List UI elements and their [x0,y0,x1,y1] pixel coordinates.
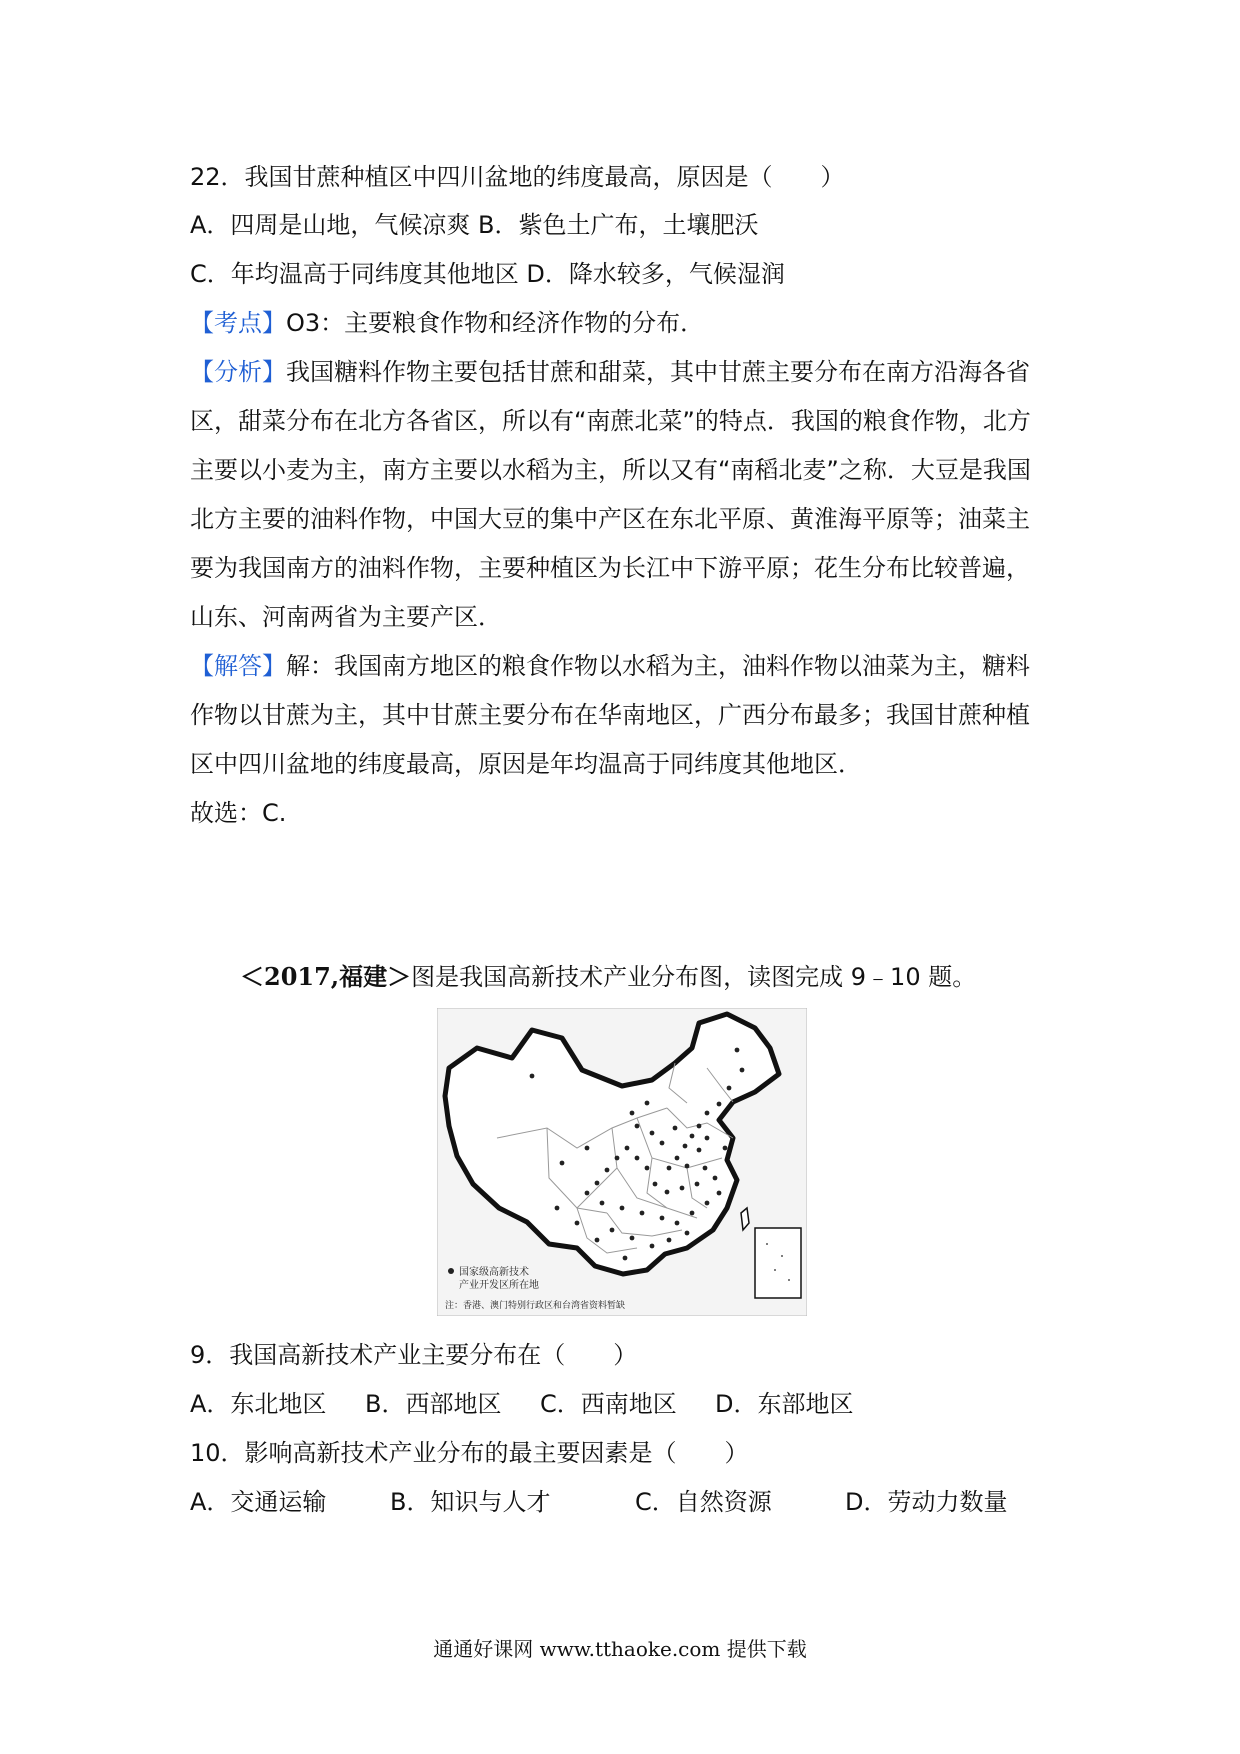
zone-dot [717,1191,722,1196]
zone-dot [713,1176,718,1181]
zone-dot [665,1190,670,1195]
zone-dot [727,1086,732,1091]
jieda-line-1 [190,651,1030,681]
fenxi-line-1 [190,357,1030,387]
kaodian-tag: 【考点】 [190,309,286,337]
zone-dot [667,1238,672,1243]
zone-dot [635,1156,640,1161]
q9-question: 9．我国高新技术产业主要分布在（ ） [190,1341,638,1369]
zone-dot [675,1156,680,1161]
jieda-line-2: 作物以甘蔗为主，其中甘蔗主要分布在华南地区，广西分布最多；我国甘蔗种植 [190,701,1030,729]
fenxi-text-1: 我国糖料作物主要包括甘蔗和甜菜，其中甘蔗主要分布在南方沿海各省 [286,358,1030,386]
zone-dot [703,1166,708,1171]
zone-dot [723,1146,728,1151]
legend-dot-icon [448,1268,454,1274]
zone-dot [640,1211,645,1216]
zone-dot [630,1236,635,1241]
zone-dot [645,1166,650,1171]
zone-dot [605,1168,610,1173]
zone-dot [697,1124,702,1129]
fenxi-line-2: 区，甜菜分布在北方各省区，所以有“南蔗北菜”的特点．我国的粮食作物，北方 [190,407,1031,435]
section-intro [240,962,976,992]
q10-option-a: A．交通运输 [190,1488,327,1516]
zone-dot [585,1191,590,1196]
zone-dot [653,1182,658,1187]
zone-dot [690,1134,695,1139]
zone-dot [615,1156,620,1161]
zone-dot [685,1164,690,1169]
kaodian-text: O3：主要粮食作物和经济作物的分布． [286,309,705,337]
fenxi-line-6: 山东、河南两省为主要产区． [190,603,502,631]
zone-dot [705,1111,710,1116]
q10-option-d: D．劳动力数量 [845,1488,1008,1516]
south-china-sea-inset [755,1228,801,1298]
page-footer: 通通好课网 www.tthaoke.com 提供下载 [433,1637,807,1661]
zone-dot [673,1126,678,1131]
zone-dot [635,1124,640,1129]
zone-dot [595,1238,600,1243]
zone-dot [623,1256,628,1261]
zone-dot [645,1101,650,1106]
zone-dot [650,1131,655,1136]
zone-dot [740,1068,745,1073]
q22-options-cd: C．年均温高于同纬度其他地区 D．降水较多，气候湿润 [190,260,785,288]
legend-label-1: 国家级高新技术 [459,1267,529,1278]
zone-dot [650,1244,655,1249]
jieda-line-3: 区中四川盆地的纬度最高，原因是年均温高于同纬度其他地区． [190,750,862,778]
fenxi-line-5: 要为我国南方的油料作物，主要种植区为长江中下游平原；花生分布比较普遍， [190,554,1030,582]
map-note: 注：香港、澳门特别行政区和台湾省资料暂缺 [445,1301,626,1311]
q9-option-a: A．东北地区 [190,1390,327,1418]
zone-dot [660,1216,665,1221]
q9-option-d: D．东部地区 [715,1390,854,1418]
zone-dot [530,1074,535,1079]
legend-label-2: 产业开发区所在地 [459,1280,539,1291]
zone-dot [705,1136,710,1141]
zone-dot [705,1201,710,1206]
zone-dot [585,1146,590,1151]
q22-options-ab: A．四周是山地，气候凉爽 B．紫色土广布，土壤肥沃 [190,211,759,239]
zone-dot [630,1111,635,1116]
zone-dot [695,1182,700,1187]
jieda-answer: 故选：C. [190,799,287,827]
zone-dot [560,1161,565,1166]
fenxi-tag: 【分析】 [190,358,286,386]
zone-dot [667,1166,672,1171]
zone-dot [660,1141,665,1146]
zone-dot [680,1186,685,1191]
zone-dot [575,1221,580,1226]
zone-dot [717,1102,722,1107]
section-intro-text: 图是我国高新技术产业分布图，读图完成 9﹣10 题。 [411,963,977,991]
q10-option-b: B．知识与人才 [390,1488,551,1516]
hightech-map-figure [437,1008,807,1316]
kaodian-line [190,308,704,338]
zone-dot [600,1201,605,1206]
jieda-text-1: 解：我国南方地区的粮食作物以水稻为主，油料作物以油菜为主，糖料 [286,652,1030,680]
zone-dot [620,1206,625,1211]
jieda-tag: 【解答】 [190,652,286,680]
fenxi-line-4: 北方主要的油料作物，中国大豆的集中产区在东北平原、黄淮海平原等；油菜主 [190,505,1030,533]
q9-option-c: C．西南地区 [540,1390,677,1418]
zone-dot [690,1211,695,1216]
zone-dot [735,1048,740,1053]
zone-dot [625,1146,630,1151]
q22-question: 22．我国甘蔗种植区中四川盆地的纬度最高，原因是（ ） [190,163,845,191]
zone-dot [697,1148,702,1153]
q10-option-c: C．自然资源 [635,1488,772,1516]
zone-dot [685,1231,690,1236]
zone-dot [595,1181,600,1186]
section-source: ＜2017,福建＞ [240,962,412,991]
q10-question: 10．影响高新技术产业分布的最主要因素是（ ） [190,1439,749,1467]
fenxi-line-3: 主要以小麦为主，南方主要以水稻为主，所以又有“南稻北麦”之称．大豆是我国 [190,456,1031,484]
zone-dot [683,1144,688,1149]
china-map [437,1008,807,1316]
zone-dot [555,1206,560,1211]
q9-option-b: B．西部地区 [365,1390,502,1418]
zone-dot [610,1228,615,1233]
zone-dot [675,1221,680,1226]
